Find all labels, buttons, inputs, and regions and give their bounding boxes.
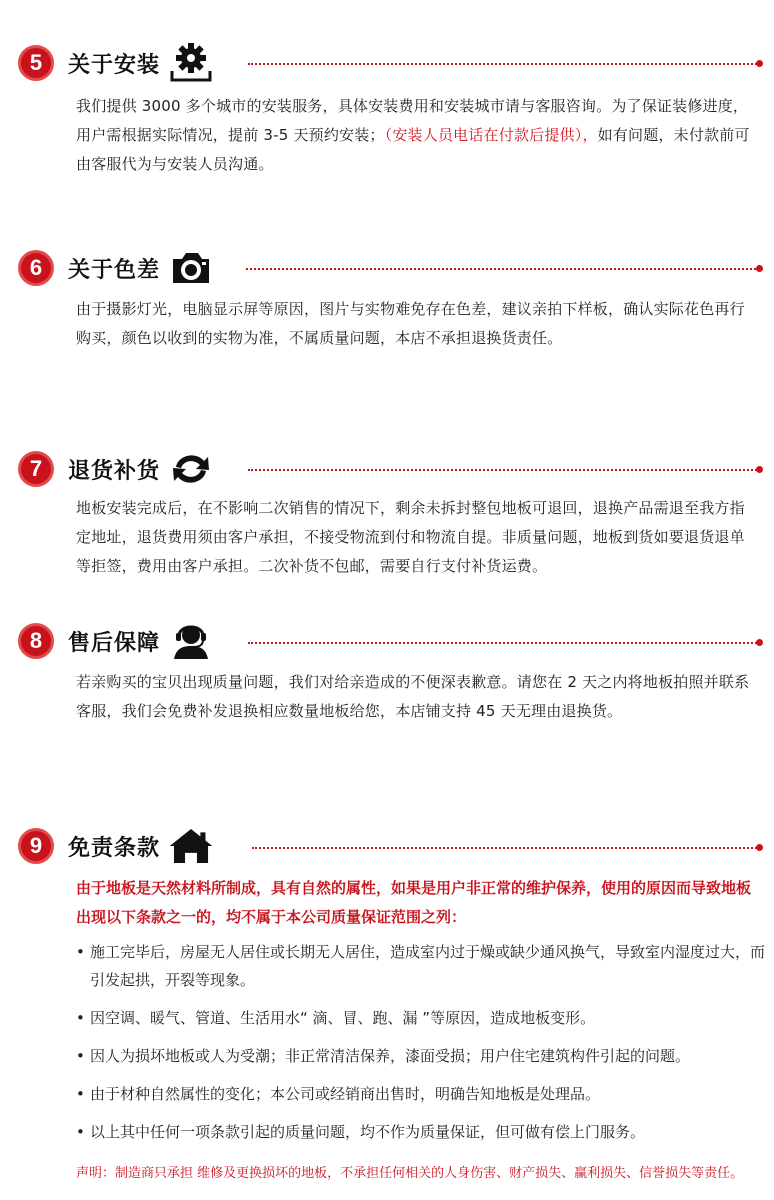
section-header <box>18 823 214 869</box>
list-item: • 由于材种自然属性的变化；本公司或经销商出售时，明确告知地板是处理品。 <box>76 1080 766 1108</box>
section-title: 免责条款 <box>68 835 161 861</box>
section-number-badge: 6 <box>18 250 54 286</box>
dotted-divider <box>248 63 760 65</box>
section-number-badge: 8 <box>18 623 54 659</box>
paragraph-text: 我们提供 3000 多个城市的安装服务，具体安装费用和安装城市请与客服咨询。为了保证装修进度，用户需根据实际情况，提前 3-5 天预约安装； <box>76 97 749 144</box>
list-item: • 施工完毕后，房屋无人居住或长期无人居住，造成室内过于燥或缺少通风换气，导致室内湿度过大，而引发起拱，开裂等现象。 <box>76 938 766 994</box>
disclaimer-intro: 由于地板是天然材料所制成，具有自然的属性，如果是用户非正常的维护保养，使用的原因而导致地板出现以下条款之一的，均不属于本公司质量保证范围之列： <box>76 879 752 926</box>
dotted-divider <box>252 847 760 849</box>
camera-icon <box>168 248 214 288</box>
gear-install-icon <box>168 43 214 83</box>
paragraph-highlight: （安装人员电话在付款后提供）， <box>384 126 598 144</box>
disclaimer-list <box>76 938 766 1146</box>
section-paragraph: 地板安装完成后，在不影响二次销售的情况下，剩余未拆封整包地板可退回，退换产品需退至我方指定地址，退货费用须由客户承担，不接受物流到付和物流自提。非质量问题，地板到货如要退货退单等拒签，费用由客户承担。二次补货不包邮，需要自行支付补货运费。 <box>76 499 745 575</box>
section-number-badge: 7 <box>18 451 54 487</box>
dotted-divider <box>248 642 760 644</box>
paragraph-text: 如有问题，未付款前可由客服代为与安装人员沟通。 <box>76 126 750 173</box>
section-title: 关于安装 <box>68 52 161 78</box>
section-paragraph <box>76 92 756 179</box>
section-header <box>18 618 214 664</box>
section-title: 退货补货 <box>68 458 161 484</box>
dotted-divider <box>248 469 760 471</box>
list-item: • 因空调、暖气、管道、生活用水“ 滴、冒、跑、漏 ”等原因，造成地板变形。 <box>76 1004 766 1032</box>
section-header <box>18 245 214 291</box>
dotted-divider <box>246 268 760 270</box>
section-title: 售后保障 <box>68 630 161 656</box>
house-icon <box>168 826 214 866</box>
section-number-badge: 9 <box>18 828 54 864</box>
refresh-arrows-icon <box>168 449 214 489</box>
headset-agent-icon <box>168 621 214 661</box>
list-item: • 因人为损坏地板或人为受潮；非正常清洁保养，漆面受损；用户住宅建筑构件引起的问题。 <box>76 1042 766 1070</box>
list-item: • 以上其中任何一项条款引起的质量问题，均不作为质量保证，但可做有偿上门服务。 <box>76 1118 766 1146</box>
section-title: 关于色差 <box>68 257 161 283</box>
section-number-badge: 5 <box>18 45 54 81</box>
disclaimer-note: 声明：制造商只承担 维修及更换损坏的地板，不承担任何相关的人身伤害、财产损失、赢利损失、信誉损失等责任。 <box>76 1166 744 1181</box>
section-paragraph: 由于摄影灯光，电脑显示屏等原因，图片与实物难免存在色差，建议亲拍下样板，确认实际花色再行购买，颜色以收到的实物为准，不属质量问题，本店不承担退换货责任。 <box>76 300 745 347</box>
section-paragraph: 若亲购买的宝贝出现质量问题，我们对给亲造成的不便深表歉意。请您在 2 天之内将地板拍照并联系客服，我们会免费补发退换相应数量地板给您，本店铺支持 45 天无理由退换货。 <box>76 673 750 720</box>
section-header <box>18 446 214 492</box>
section-header <box>18 40 214 86</box>
